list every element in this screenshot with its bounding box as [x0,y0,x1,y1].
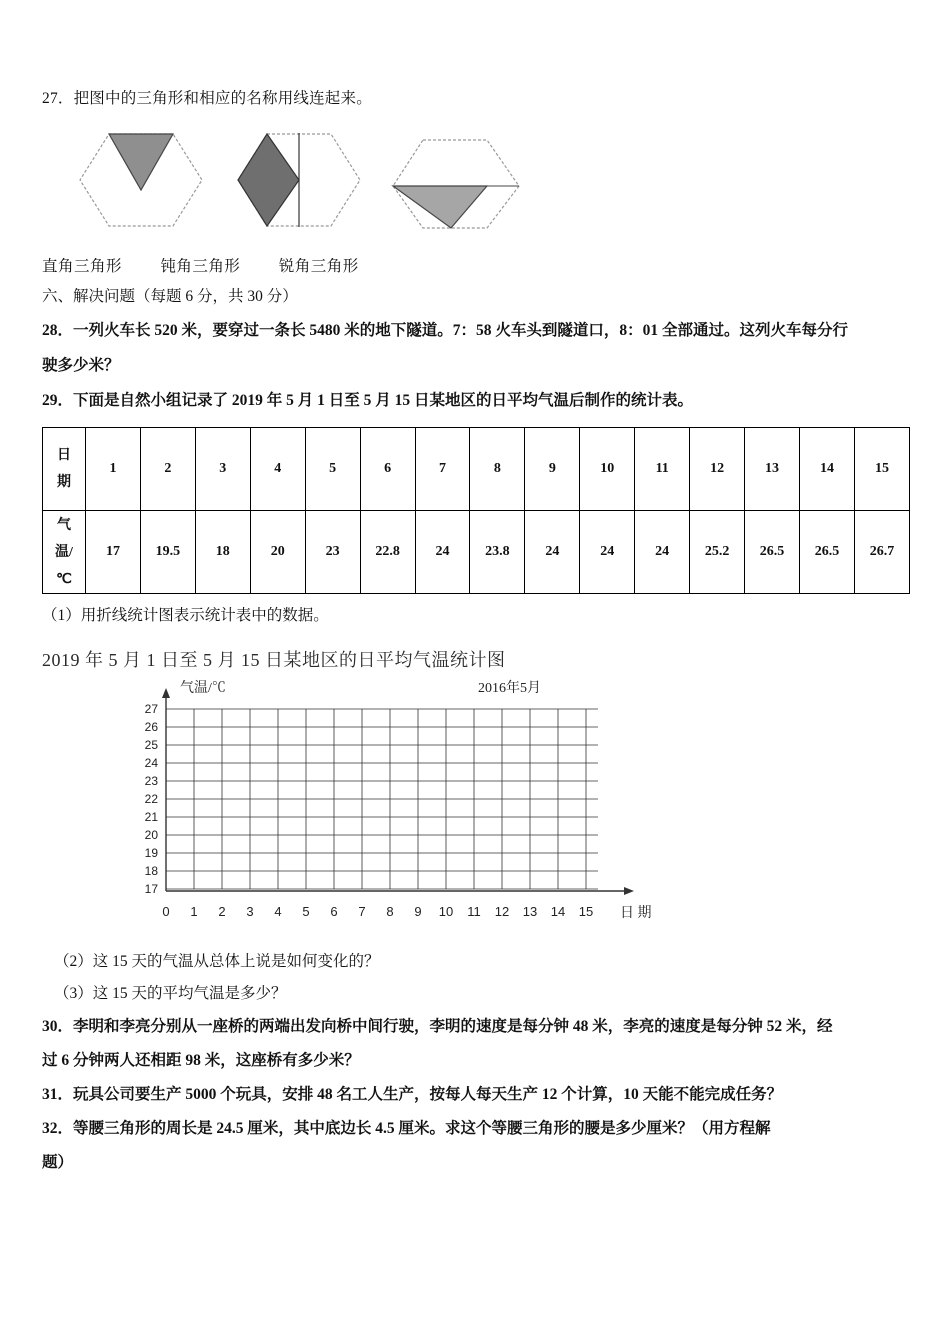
row-header-temp: 气 温/ ℃ [43,511,86,594]
page-content [42,84,910,1180]
question-27-text: 27．把图中的三角形和相应的名称用线连起来。 [42,90,372,107]
q27-name-options [42,254,910,276]
svg-text:10: 10 [438,904,454,919]
svg-text:11: 11 [467,904,481,919]
temperature-table [42,427,910,594]
question-28-line1: 28．一列火车长 520 米，要穿过一条长 5480 米的地下隧道。7：58 火车头到隧道口，8：01 全部通过。这列火车每分行 [42,322,849,339]
date-cell-1: 2 [140,428,195,511]
date-cell-8: 9 [525,428,580,511]
date-cell-2: 3 [195,428,250,511]
date-cell-11: 12 [690,428,745,511]
question-28-line2: 驶多少米？ [42,357,120,374]
hexagon-figure-1 [76,128,206,238]
svg-text:27: 27 [144,702,158,716]
temp-cell-9: 24 [580,511,635,594]
svg-text:0: 0 [162,904,170,919]
temp-cell-7: 23.8 [470,511,525,594]
hexagon-figure-3 [387,128,527,238]
date-cell-13: 14 [799,428,854,511]
svg-text:日 期: 日 期 [620,906,652,921]
question-29-sub3: （3）这 15 天的平均气温是多少？ [54,985,287,1002]
svg-text:6: 6 [330,904,338,919]
date-cell-0: 1 [86,428,141,511]
svg-text:5: 5 [302,904,310,919]
temp-cell-12: 26.5 [745,511,800,594]
temp-cell-4: 23 [305,511,360,594]
question-29-intro: 29．下面是自然小组记录了 2019 年 5 月 1 日至 5 月 15 日某地区的日平均气温后制作的统计表。 [42,392,694,409]
question-29-sub1: （1）用折线统计图表示统计表中的数据。 [42,607,329,624]
svg-text:21: 21 [144,810,158,824]
svg-text:2: 2 [218,904,226,919]
temp-cell-13: 26.5 [799,511,854,594]
temp-cell-6: 24 [415,511,470,594]
date-cell-9: 10 [580,428,635,511]
question-32-line2: 题） [42,1154,74,1171]
date-cell-12: 13 [745,428,800,511]
svg-text:24: 24 [144,756,158,770]
svg-text:26: 26 [144,720,158,734]
svg-text:12: 12 [494,904,510,919]
temp-cell-11: 25.2 [690,511,745,594]
svg-text:3: 3 [246,904,254,919]
temp-cell-8: 24 [525,511,580,594]
table-row-temps [43,511,910,594]
svg-text:18: 18 [144,864,158,878]
svg-text:1: 1 [190,904,198,919]
svg-text:14: 14 [550,904,566,919]
svg-text:20: 20 [144,828,158,842]
temp-cell-3: 20 [250,511,305,594]
temperature-line-chart [88,676,688,946]
date-cell-5: 6 [360,428,415,511]
temp-cell-2: 18 [195,511,250,594]
table-row-dates [43,428,910,511]
temp-cell-1: 19.5 [140,511,195,594]
temp-cell-0: 17 [86,511,141,594]
svg-text:7: 7 [358,904,366,919]
svg-text:气温/℃: 气温/℃ [180,681,226,696]
hexagon-figure-2 [234,128,364,238]
temp-cell-5: 22.8 [360,511,415,594]
svg-text:25: 25 [144,738,158,752]
temp-cell-10: 24 [635,511,690,594]
temp-cell-14: 26.7 [854,511,909,594]
svg-text:13: 13 [522,904,538,919]
svg-text:17: 17 [144,882,158,896]
svg-text:15: 15 [578,904,594,919]
svg-text:4: 4 [274,904,282,919]
svg-text:8: 8 [386,904,394,919]
triangle-name-2: 锐角三角形 [278,258,359,275]
svg-text:2016年5月: 2016年5月 [478,681,541,696]
date-cell-4: 5 [305,428,360,511]
date-cell-10: 11 [635,428,690,511]
date-cell-14: 15 [854,428,909,511]
question-31-line1: 31．玩具公司要生产 5000 个玩具，安排 48 名工人生产，按每人每天生产 12 个计算，10 天能不能完成任务？ [42,1086,783,1103]
question-29-sub2: （2）这 15 天的气温从总体上说是如何变化的？ [54,953,380,970]
chart-title: 2019 年 5 月 1 日至 5 月 15 日某地区的日平均气温统计图 [42,650,506,670]
date-cell-3: 4 [250,428,305,511]
svg-text:9: 9 [414,904,422,919]
date-cell-7: 8 [470,428,525,511]
date-cell-6: 7 [415,428,470,511]
question-32-line1: 32．等腰三角形的周长是 24.5 厘米，其中底边长 4.5 厘米。求这个等腰三角形的腰是多少厘米？（用方程解 [42,1120,771,1137]
triangle-name-0: 直角三角形 [42,258,123,275]
svg-text:23: 23 [144,774,158,788]
svg-text:22: 22 [144,792,158,806]
row-header-date: 日 期 [43,428,86,511]
q27-figure-row [42,128,910,238]
svg-text:19: 19 [144,846,158,860]
section-heading: 六、解决问题（每题 6 分，共 30 分） [42,288,298,305]
question-30-line2: 过 6 分钟两人还相距 98 米，这座桥有多少米？ [42,1052,360,1069]
question-30-line1: 30．李明和李亮分别从一座桥的两端出发向桥中间行驶，李明的速度是每分钟 48 米，李亮的速度是每分钟 52 米，经 [42,1018,833,1035]
triangle-name-1: 钝角三角形 [160,258,241,275]
